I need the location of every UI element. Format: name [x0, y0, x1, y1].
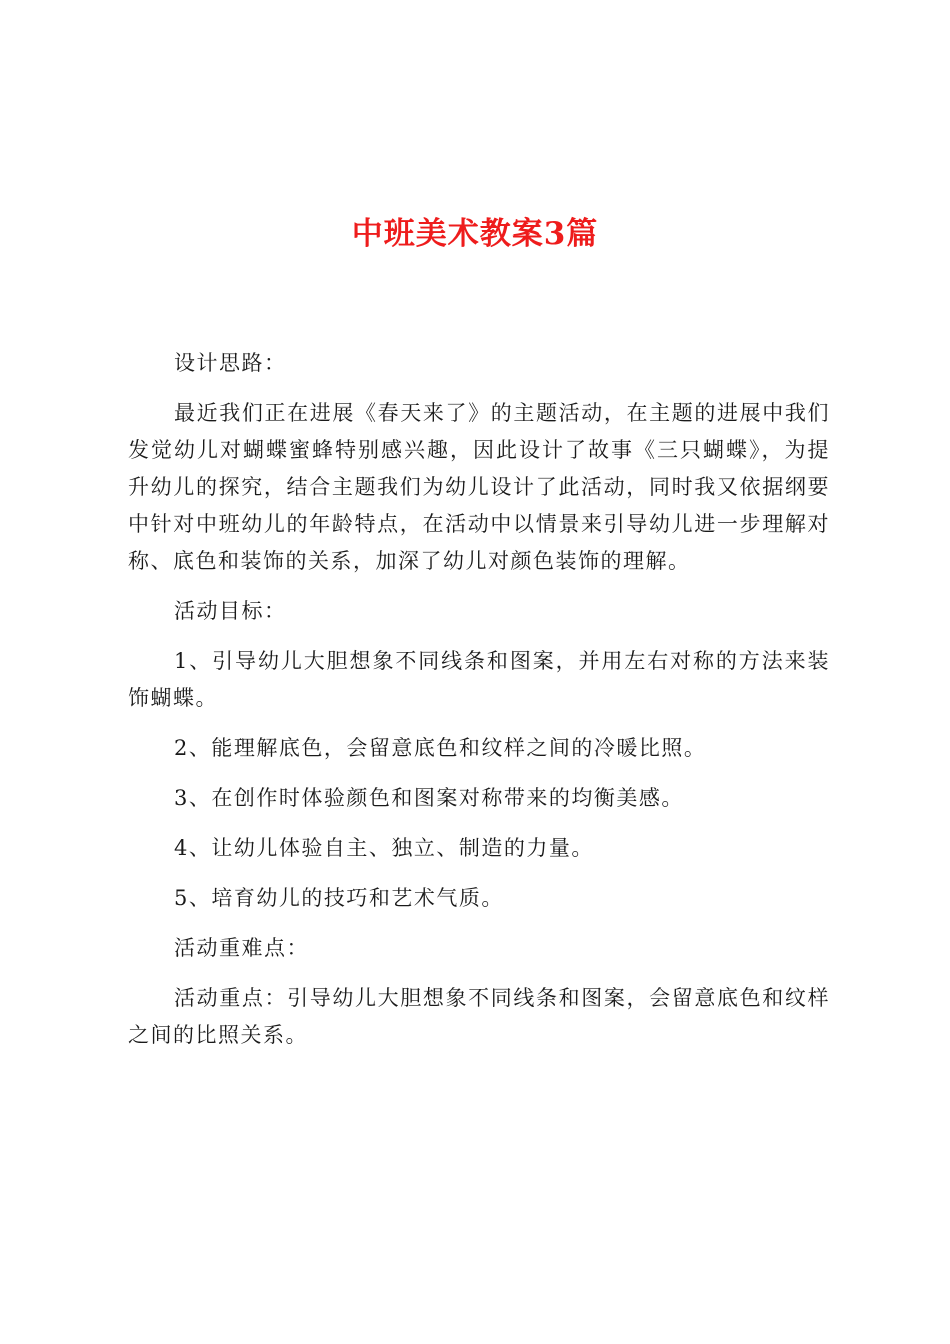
- paragraph-goals-heading: 活动目标：: [174, 599, 287, 623]
- document-body: [128, 345, 830, 1067]
- paragraph-goal-5: 5、培育幼儿的技巧和艺术气质。: [174, 886, 504, 910]
- paragraph-goal-3: 3、在创作时体验颜色和图案对称带来的均衡美感。: [174, 786, 684, 810]
- paragraph-goal-1: 1、引导幼儿大胆想象不同线条和图案，并用左右对称的方法来装饰蝴蝶。: [128, 649, 830, 710]
- paragraph-key-point: 活动重点：引导幼儿大胆想象不同线条和图案，会留意底色和纹样之间的比照关系。: [128, 986, 830, 1047]
- paragraph-goal-2: 2、能理解底色，会留意底色和纹样之间的冷暖比照。: [174, 736, 707, 760]
- paragraph-design-content: 最近我们正在进展《春天来了》的主题活动，在主题的进展中我们发觉幼儿对蝴蝶蜜蜂特别感兴趣，因此设计了故事《三只蝴蝶》，为提升幼儿的探究，结合主题我们为幼儿设计了此活动，同时我又依据纲要中针对中班幼儿的年龄特点，在活动中以情景来引导幼儿进一步理解对称、底色和装饰的关系，加深了幼儿对颜色装饰的理解。: [128, 401, 830, 573]
- paragraph-design-heading: 设计思路：: [174, 351, 287, 375]
- document-title: 中班美术教案3篇: [351, 216, 599, 252]
- paragraph-key-points-heading: 活动重难点：: [174, 936, 309, 960]
- paragraph-goal-4: 4、让幼儿体验自主、独立、制造的力量。: [174, 836, 594, 860]
